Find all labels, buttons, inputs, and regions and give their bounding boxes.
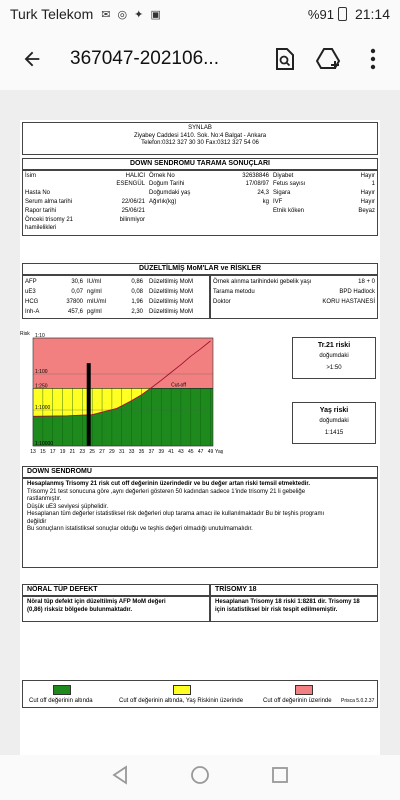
legend-yellow-swatch xyxy=(173,685,191,695)
legend-yellow-label: Cut off değerinin altında, Yaş Riskinin üzerinde xyxy=(119,698,244,704)
age-risk-box xyxy=(292,402,376,444)
onceki-label: Önceki trisomy 21 hamilelikleri xyxy=(25,217,74,231)
marker-unit: ng/ml xyxy=(87,289,102,295)
marker-unit: pg/ml xyxy=(87,309,102,315)
text-line: Nöral tüp defekt için düzeltilmiş AFP MoM değeri xyxy=(27,599,166,605)
sigara-label: Sigara xyxy=(273,190,291,196)
t18-text-box xyxy=(210,596,378,622)
patient-risk-marker xyxy=(87,363,91,446)
text-line: (0,86) risksiz bölgede bulunmaktadır. xyxy=(27,606,133,613)
isim-value-2: ESENGÜL xyxy=(116,181,145,187)
ornek-value: 32638846 xyxy=(242,173,269,179)
carrier-label: Turk Telekom xyxy=(10,6,94,22)
y-tick-label: 1:10000 xyxy=(35,441,54,447)
ivf-label: IVF xyxy=(273,199,283,205)
rapor-value: 25/06/21 xyxy=(121,208,145,214)
triangle-back-icon xyxy=(111,765,129,785)
x-tick-label: 41 xyxy=(168,449,174,455)
drive-add-icon xyxy=(316,47,342,71)
marker-name: Inh-A xyxy=(25,309,40,315)
legend-box xyxy=(22,680,378,708)
yas-value: 24,3 xyxy=(257,190,269,196)
down-syndrome-title-box xyxy=(22,466,378,478)
x-tick-label: 31 xyxy=(118,449,125,455)
marker-label: Düzeltilmiş MoM xyxy=(149,309,194,315)
x-tick-label: 37 xyxy=(148,449,155,455)
serum-label: Serum alma tarihi xyxy=(25,199,73,205)
nav-back-button[interactable] xyxy=(111,765,129,790)
legend-green-label: Cut off değerinin altında xyxy=(29,698,93,704)
tr21-value: >1:50 xyxy=(326,365,342,372)
circle-home-icon xyxy=(190,765,210,785)
lab-header-box xyxy=(22,122,378,155)
ntd-title: NÖRAL TÜP DEFEKT xyxy=(27,586,98,593)
notification-icons: ✉ ◎ ✦ ▣ xyxy=(101,8,163,21)
x-tick-label: 39 xyxy=(158,449,165,455)
marker-mom: 0,08 xyxy=(131,289,143,295)
nav-recents-button[interactable] xyxy=(271,766,289,789)
marker-name: AFP xyxy=(25,279,37,285)
marker-value: 30,6 xyxy=(71,279,83,285)
system-nav-bar xyxy=(0,755,400,800)
text-line: Düşük uE3 seviyesi şüphelidir. xyxy=(27,503,109,510)
hasta-label: Hasta No xyxy=(25,190,51,196)
legend-green-swatch xyxy=(53,685,71,695)
yas-label: Doğumdaki yaş xyxy=(149,190,191,196)
rapor-label: Rapor tarihi xyxy=(25,208,57,214)
y-tick-label: 1:1000 xyxy=(35,405,51,411)
x-tick-label: 49 xyxy=(207,449,214,455)
arrow-left-icon xyxy=(21,48,43,70)
fetus-value: 1 xyxy=(371,181,375,187)
markers-box xyxy=(22,275,210,319)
etnik-value: Beyaz xyxy=(358,208,375,214)
search-document-icon xyxy=(274,47,296,71)
marker-value: 0,07 xyxy=(71,289,83,295)
x-tick-label: 45 xyxy=(188,449,194,455)
lab-address: Ziyabey Caddesi 1410. Sok. No:4 Balgat - Ankara xyxy=(133,132,267,139)
agirlik-value: kg xyxy=(262,199,269,205)
battery-label: %91 xyxy=(307,6,334,22)
lab-phone: Telefon:0312 327 30 30 Fax:0312 327 54 06 xyxy=(141,140,259,146)
ivf-value: Hayır xyxy=(360,199,375,205)
x-tick-label: 33 xyxy=(128,449,135,455)
clock: 21:14 xyxy=(354,6,390,22)
marker-mom: 1,96 xyxy=(131,299,143,305)
report-page xyxy=(20,120,380,800)
sample-info-box xyxy=(210,275,378,319)
marker-label: Düzeltilmiş MoM xyxy=(149,289,194,295)
x-tick-label: 35 xyxy=(138,449,145,455)
isim-label: İsim xyxy=(25,173,36,179)
report-title-box xyxy=(22,158,378,170)
mom-title-box xyxy=(22,263,378,275)
x-axis-label: Yaş xyxy=(215,449,224,455)
legend-red-label: Cut off değerinin üzerinde xyxy=(263,698,332,704)
add-to-drive-button[interactable] xyxy=(314,44,344,74)
marker-label: Düzeltilmiş MoM xyxy=(149,299,194,305)
age-risk-title: Yaş riski xyxy=(319,407,349,414)
tr21-risk-box xyxy=(292,337,376,379)
patient-info-box xyxy=(22,170,378,236)
marker-value: 457,6 xyxy=(67,309,83,315)
diyabet-value: Hayır xyxy=(360,173,375,179)
down-syndrome-text-box xyxy=(22,478,378,568)
etnik-label: Etnik köken xyxy=(273,208,305,214)
text-line: için istatistiksel bir risk tespit edilmemiştir. xyxy=(215,606,338,613)
tr21-sub: doğumdaki xyxy=(319,352,349,359)
diyabet-label: Diyabet xyxy=(273,173,294,179)
agirlik-label: Ağırlık(kg) xyxy=(149,199,177,205)
x-tick-label: 27 xyxy=(99,449,105,455)
cutoff-label: Cut-off xyxy=(171,382,187,389)
x-tick-label: 47 xyxy=(197,449,204,455)
x-tick-label: 17 xyxy=(49,449,56,455)
x-tick-label: 25 xyxy=(89,449,95,455)
text-line: Hesaplanan Trisomy 18 riski 1:8281 dir. Trisomy 18 xyxy=(215,599,360,605)
text-line: Hesaplanan tüm değerler istatistiksel risk değerleri olup tarama amacı ile kullanılmaktadır Bu bir teşhis programı xyxy=(27,511,325,517)
marker-name: HCG xyxy=(25,299,39,305)
ornek-label: Örnek No xyxy=(149,173,175,179)
onceki-value: bilinmiyor xyxy=(119,217,145,223)
x-tick-label: 21 xyxy=(69,449,76,455)
fetus-label: Fetus sayısı xyxy=(273,181,306,187)
x-tick-label: 19 xyxy=(59,449,66,455)
marker-value: 37800 xyxy=(66,299,83,305)
marker-mom: 0,86 xyxy=(131,279,143,285)
text-line: Trisomy 21 test sonucuna göre ,aynı değerleri gösteren 50 kadından sadece 1'inde trisomy 21 li gebeliğe xyxy=(27,488,306,495)
text-line: değildir xyxy=(27,518,47,525)
high-risk-region xyxy=(33,338,213,388)
age-risk-sub: doğumdaki xyxy=(319,417,349,424)
ntd-text xyxy=(27,599,205,614)
marker-unit: mIU/ml xyxy=(87,299,106,305)
back-button[interactable] xyxy=(12,39,52,79)
mom-title: DÜZELTİLMİŞ MoM'LAR ve RİSKLER xyxy=(138,265,262,272)
serum-value: 22/06/21 xyxy=(121,199,145,205)
report-title: DOWN SENDROMU TARAMA SONUÇLARI xyxy=(130,160,270,167)
more-options-button[interactable] xyxy=(358,44,388,74)
age-risk-value: 1:1415 xyxy=(324,430,344,437)
search-in-document-button[interactable] xyxy=(270,44,300,74)
document-title: 367047-202106... xyxy=(70,48,219,69)
app-bar xyxy=(0,28,400,90)
y-tick-label: 1:10 xyxy=(35,333,45,339)
x-tick-label: 13 xyxy=(30,449,36,455)
risk-chart xyxy=(20,328,225,458)
x-tick-label: 15 xyxy=(40,449,46,455)
marker-name: uE3 xyxy=(25,289,36,295)
risk-chart-svg xyxy=(20,328,225,458)
doktor-label: Doktor xyxy=(213,299,231,305)
ntd-text-box xyxy=(22,596,210,622)
gebelik-label: Örnek alınma tarihindeki gebelik yaşı xyxy=(213,279,312,285)
square-recents-icon xyxy=(271,766,289,784)
software-version: Prisca 5.0.2.37 xyxy=(341,698,375,704)
legend-red-swatch xyxy=(295,685,313,695)
document-viewer[interactable] xyxy=(0,90,400,755)
metod-label: Tarama metodu xyxy=(213,289,255,295)
lab-name: SYNLAB xyxy=(188,125,212,131)
t18-title-box xyxy=(210,584,378,596)
ntd-title-box xyxy=(22,584,210,596)
x-tick-label: 43 xyxy=(178,449,184,455)
sigara-value: Hayır xyxy=(360,190,375,196)
more-vert-icon xyxy=(370,48,376,70)
text-line: Hesaplanmış Trisomy 21 risk cut off değerinin üzerindedir ve bu değer artan riski temsil etmektedir. xyxy=(27,481,311,487)
y-axis-label: Risk xyxy=(20,331,30,337)
text-line: Bu sonuçların istatistiksel sonuçlar olduğu ve teşhis değeri olmadığı unutulmamalıdır. xyxy=(27,526,253,532)
tr21-title: Tr.21 riski xyxy=(317,342,351,349)
metod-value: BPD Hadlock xyxy=(339,289,375,295)
isim-value: HALICI xyxy=(125,173,145,179)
down-syndrome-title: DOWN SENDROMU xyxy=(27,468,92,475)
nav-home-button[interactable] xyxy=(190,765,210,790)
x-tick-label: 29 xyxy=(109,449,115,455)
gebelik-value: 18 + 0 xyxy=(358,279,375,285)
doktor-value: KORU HASTANESİ xyxy=(322,299,375,305)
down-syndrome-text xyxy=(27,481,373,534)
marker-mom: 2,30 xyxy=(131,309,143,315)
marker-unit: IU/ml xyxy=(87,279,101,285)
dogum-label: Doğum Tarihi xyxy=(149,181,185,187)
status-bar xyxy=(0,0,400,28)
y-tick-label: 1:250 xyxy=(35,383,48,390)
text-line: rastlanmıştır. xyxy=(27,496,62,502)
t18-text xyxy=(215,599,373,614)
y-tick-label: 1:100 xyxy=(35,369,48,375)
x-tick-label: 23 xyxy=(79,449,86,455)
t18-title: TRİSOMY 18 xyxy=(215,586,257,593)
marker-label: Düzeltilmiş MoM xyxy=(149,279,194,285)
battery-icon xyxy=(338,7,347,21)
dogum-value: 17/08/97 xyxy=(245,181,269,187)
